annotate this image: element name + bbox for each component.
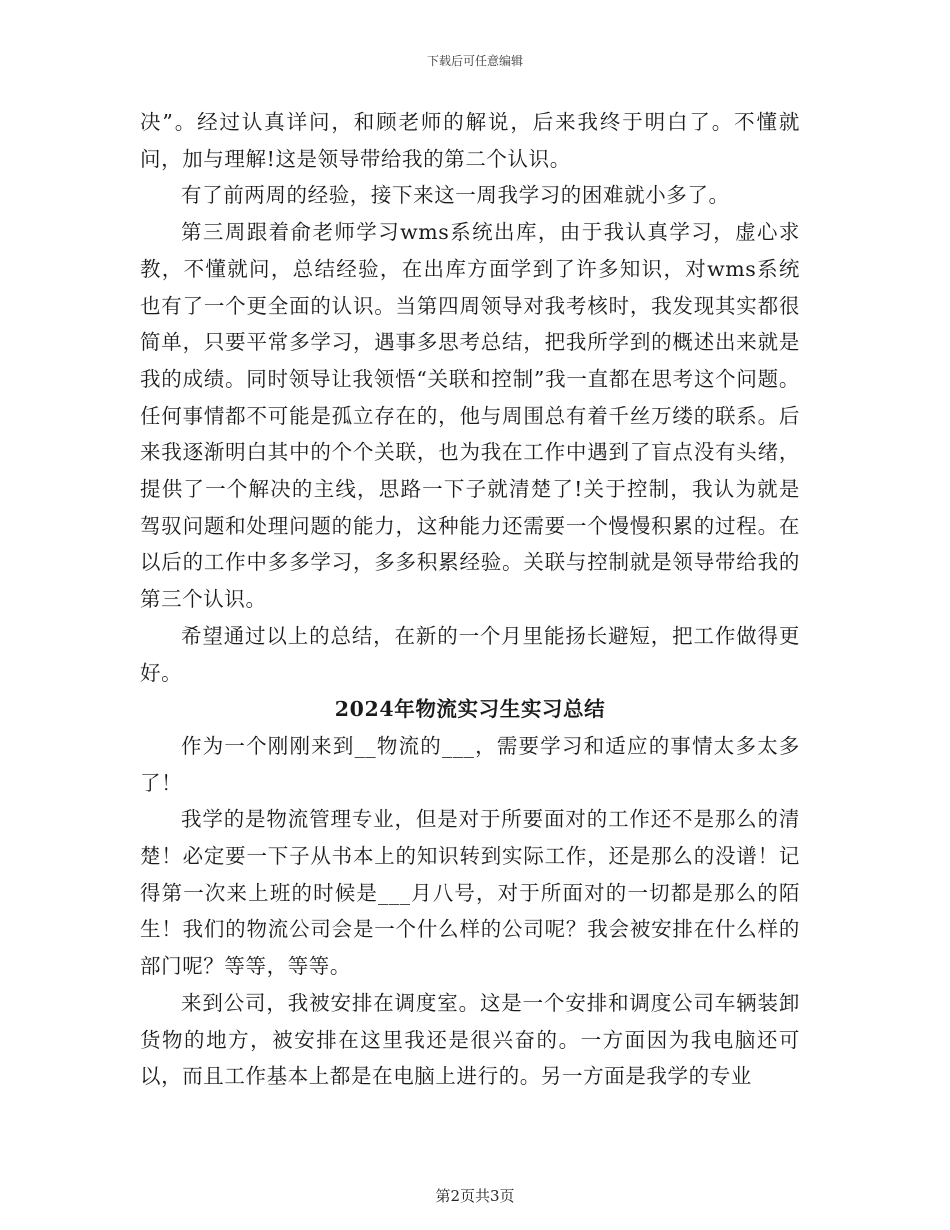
section-title: 2024年物流实习生实习总结 — [334, 697, 606, 722]
paragraph: 作为一个刚刚来到__物流的___，需要学习和适应的事情太多太多了！ — [140, 733, 800, 795]
paragraph-continuation: 决”。经过认真详问，和顾老师的解说，后来我终于明白了。不懂就问，加与理解!这是领导带给我的第二个认识。 — [140, 110, 800, 171]
paragraph: 有了前两周的经验，接下来这一周我学习的困难就小多了。 — [181, 183, 730, 208]
page-footer: 第2页共3页 — [435, 1187, 515, 1205]
paragraph: 来到公司，我被安排在调度室。这是一个安排和调度公司车辆装卸货物的地方，被安排在这里我还是很兴奋的。一方面因为我电脑还可以，而且工作基本上都是在电脑上进行的。另一方面是我学的专业 — [140, 990, 800, 1089]
paragraph: 第三周跟着俞老师学习wms系统出库，由于我认真学习，虚心求教，不懂就问，总结经验，在出库方面学到了许多知识，对wms系统也有了一个更全面的认识。当第四周领导对我考核时，我发现其实都很简单，只要平常多学习，遇事多思考总结，把我所学到的概述出来就是我的成绩。同时领导让我领悟“关联和控制”我一直都在思考这个问题。任何事情都不可能是孤立存在的，他与周围总有着千丝万缕的联系。后来我逐渐明白其中的个个关联，也为我在工作中遇到了盲点没有头绪，提供了一个解决的主线，思路一下子就清楚了!关于控制，我认为就是驾驭问题和处理问题的能力，这种能力还需要一个慢慢积累的过程。在以后的工作中多多学习，多多积累经验。关联与控制就是领导带给我的第三个认识。 — [140, 220, 800, 612]
paragraph: 希望通过以上的总结，在新的一个月里能扬长避短，把工作做得更好。 — [140, 623, 800, 685]
document-body — [140, 104, 800, 1095]
page-header: 下载后可任意编辑 — [426, 54, 523, 68]
paragraph: 我学的是物流管理专业，但是对于所要面对的工作还不是那么的清楚！必定要一下子从书本上的知识转到实际工作，还是那么的没谱！记得第一次来上班的时候是___月八号，对于所面对的一切都是那么的陌生！我们的物流公司会是一个什么样的公司呢？我会被安排在什么样的部门呢？等等，等等。 — [140, 807, 800, 979]
